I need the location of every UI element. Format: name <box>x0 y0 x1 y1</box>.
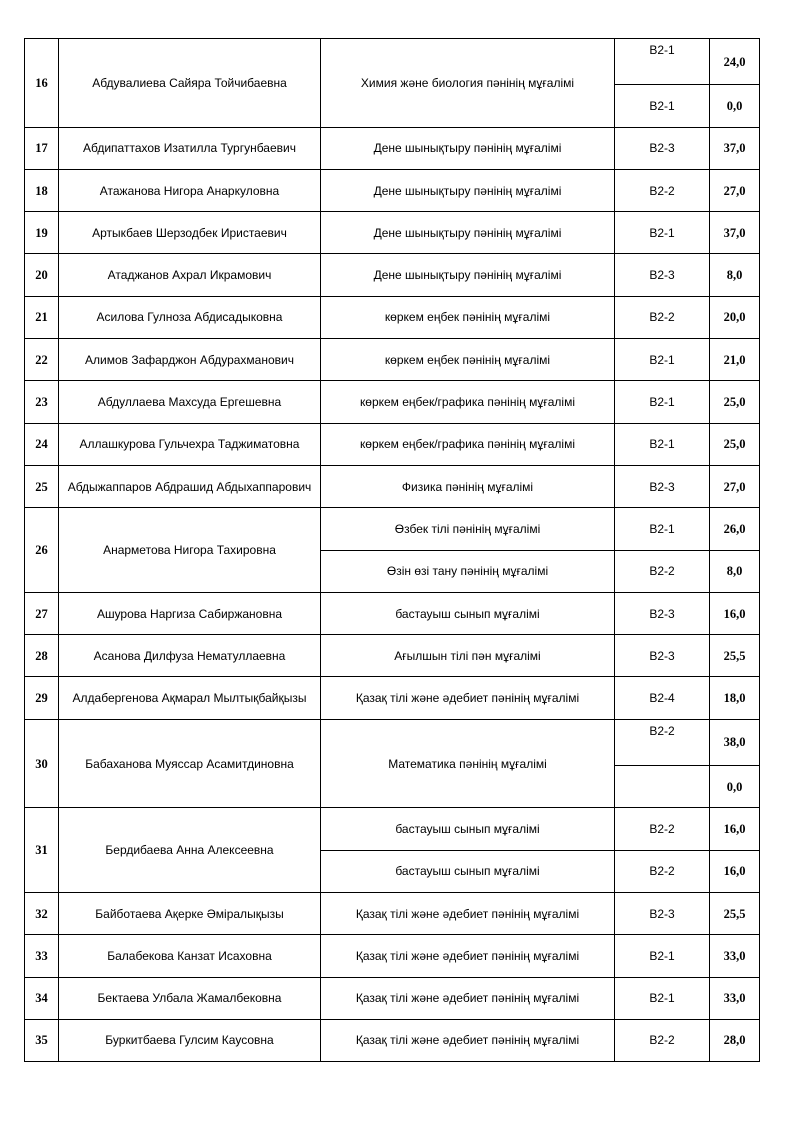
category-code: B2-2 <box>615 296 710 338</box>
subject-position: Дене шынықтыру пәнінің мұғалімі <box>321 254 615 296</box>
score-value: 21,0 <box>710 339 760 381</box>
category-code: B2-4 <box>615 677 710 719</box>
row-number: 19 <box>25 212 59 254</box>
subject-position: Дене шынықтыру пәнінің мұғалімі <box>321 169 615 211</box>
subject-position: Қазақ тілі және әдебиет пәнінің мұғалімі <box>321 892 615 934</box>
score-value: 8,0 <box>710 550 760 592</box>
score-value: 33,0 <box>710 977 760 1019</box>
teacher-name: Абдипаттахов Изатилла Тургунбаевич <box>59 127 321 169</box>
row-number: 29 <box>25 677 59 719</box>
teacher-name: Бектаева Улбала Жамалбековна <box>59 977 321 1019</box>
row-number: 31 <box>25 808 59 893</box>
row-number: 30 <box>25 719 59 808</box>
subject-position: Қазақ тілі және әдебиет пәнінің мұғалімі <box>321 977 615 1019</box>
category-code: B2-1 <box>615 339 710 381</box>
row-number: 26 <box>25 508 59 593</box>
category-code <box>615 766 710 808</box>
score-value: 25,0 <box>710 423 760 465</box>
teacher-name: Анарметова Нигора Тахировна <box>59 508 321 593</box>
category-code: B2-2 <box>615 850 710 892</box>
row-number: 20 <box>25 254 59 296</box>
subject-position: бастауыш сынып мұғалімі <box>321 808 615 850</box>
table-row <box>25 212 760 254</box>
teacher-name: Ашурова Наргиза Сабиржановна <box>59 592 321 634</box>
score-value: 25,5 <box>710 892 760 934</box>
score-value: 24,0 <box>710 39 760 85</box>
table-row <box>25 1019 760 1061</box>
score-value: 28,0 <box>710 1019 760 1061</box>
teacher-name: Балабекова Канзат Исаховна <box>59 935 321 977</box>
subject-position: Дене шынықтыру пәнінің мұғалімі <box>321 212 615 254</box>
table-row <box>25 508 760 550</box>
subject-position: Қазақ тілі және әдебиет пәнінің мұғалімі <box>321 677 615 719</box>
category-code: B2-1 <box>615 381 710 423</box>
teacher-name: Аллашкурова Гульчехра Таджиматовна <box>59 423 321 465</box>
category-code: B2-2 <box>615 719 710 765</box>
teacher-name: Алдабергенова Ақмарал Мылтықбайқызы <box>59 677 321 719</box>
subject-position: көркем еңбек/графика пәнінің мұғалімі <box>321 423 615 465</box>
teacher-name: Атаджанов Ахрал Икрамович <box>59 254 321 296</box>
row-number: 35 <box>25 1019 59 1061</box>
subject-position: Химия және биология пәнінің мұғалімі <box>321 39 615 128</box>
category-code: B2-3 <box>615 892 710 934</box>
table-row <box>25 892 760 934</box>
results-table <box>24 38 760 1062</box>
subject-position: бастауыш сынып мұғалімі <box>321 592 615 634</box>
score-value: 16,0 <box>710 592 760 634</box>
subject-position: Физика пәнінің мұғалімі <box>321 465 615 507</box>
score-value: 27,0 <box>710 169 760 211</box>
teacher-name: Абдыжаппаров Абдрашид Абдыхаппарович <box>59 465 321 507</box>
teacher-name: Абдувалиева Сайяра Тойчибаевна <box>59 39 321 128</box>
category-code: B2-1 <box>615 85 710 127</box>
table-row <box>25 808 760 850</box>
category-code: B2-3 <box>615 465 710 507</box>
category-code: B2-1 <box>615 423 710 465</box>
row-number: 21 <box>25 296 59 338</box>
category-code: B2-2 <box>615 808 710 850</box>
teacher-name: Байботаева Ақерке Әміралықызы <box>59 892 321 934</box>
category-code: B2-1 <box>615 935 710 977</box>
category-code: B2-2 <box>615 550 710 592</box>
table-row <box>25 39 760 85</box>
row-number: 28 <box>25 635 59 677</box>
score-value: 18,0 <box>710 677 760 719</box>
teacher-name: Бабаханова Муяссар Асамитдиновна <box>59 719 321 808</box>
category-code: B2-1 <box>615 212 710 254</box>
subject-position: Өзін өзі тану пәнінің мұғалімі <box>321 550 615 592</box>
table-row <box>25 635 760 677</box>
teacher-name: Абдуллаева Махсуда Ергешевна <box>59 381 321 423</box>
category-code: B2-1 <box>615 977 710 1019</box>
subject-position: Дене шынықтыру пәнінің мұғалімі <box>321 127 615 169</box>
score-value: 27,0 <box>710 465 760 507</box>
subject-position: Қазақ тілі және әдебиет пәнінің мұғалімі <box>321 1019 615 1061</box>
category-code: B2-3 <box>615 635 710 677</box>
category-code: B2-2 <box>615 169 710 211</box>
table-row <box>25 935 760 977</box>
table-row <box>25 127 760 169</box>
score-value: 37,0 <box>710 212 760 254</box>
category-code: B2-3 <box>615 127 710 169</box>
table-row <box>25 169 760 211</box>
table-row <box>25 381 760 423</box>
subject-position: Математика пәнінің мұғалімі <box>321 719 615 808</box>
subject-position: көркем еңбек пәнінің мұғалімі <box>321 296 615 338</box>
row-number: 24 <box>25 423 59 465</box>
table-row <box>25 423 760 465</box>
score-value: 38,0 <box>710 719 760 765</box>
table-row <box>25 719 760 765</box>
category-code: B2-1 <box>615 39 710 85</box>
teacher-name: Атажанова Нигора Анаркуловна <box>59 169 321 211</box>
score-value: 25,0 <box>710 381 760 423</box>
table-row <box>25 677 760 719</box>
score-value: 16,0 <box>710 850 760 892</box>
row-number: 18 <box>25 169 59 211</box>
table-row <box>25 296 760 338</box>
category-code: B2-1 <box>615 508 710 550</box>
table-row <box>25 465 760 507</box>
results-table-body <box>25 39 760 1062</box>
teacher-name: Буркитбаева Гулсим Каусовна <box>59 1019 321 1061</box>
row-number: 33 <box>25 935 59 977</box>
teacher-name: Асанова Дилфуза Нематуллаевна <box>59 635 321 677</box>
subject-position: Қазақ тілі және әдебиет пәнінің мұғалімі <box>321 935 615 977</box>
table-row <box>25 977 760 1019</box>
score-value: 33,0 <box>710 935 760 977</box>
score-value: 8,0 <box>710 254 760 296</box>
row-number: 17 <box>25 127 59 169</box>
score-value: 16,0 <box>710 808 760 850</box>
subject-position: көркем еңбек/графика пәнінің мұғалімі <box>321 381 615 423</box>
subject-position: көркем еңбек пәнінің мұғалімі <box>321 339 615 381</box>
row-number: 34 <box>25 977 59 1019</box>
score-value: 26,0 <box>710 508 760 550</box>
subject-position: бастауыш сынып мұғалімі <box>321 850 615 892</box>
score-value: 20,0 <box>710 296 760 338</box>
category-code: B2-2 <box>615 1019 710 1061</box>
table-row <box>25 592 760 634</box>
score-value: 0,0 <box>710 85 760 127</box>
teacher-name: Асилова Гулноза Абдисадыковна <box>59 296 321 338</box>
row-number: 27 <box>25 592 59 634</box>
row-number: 25 <box>25 465 59 507</box>
score-value: 37,0 <box>710 127 760 169</box>
subject-position: Ағылшын тілі пән мұғалімі <box>321 635 615 677</box>
subject-position: Өзбек тілі пәнінің мұғалімі <box>321 508 615 550</box>
row-number: 32 <box>25 892 59 934</box>
teacher-name: Бердибаева Анна Алексеевна <box>59 808 321 893</box>
score-value: 0,0 <box>710 766 760 808</box>
row-number: 23 <box>25 381 59 423</box>
category-code: B2-3 <box>615 592 710 634</box>
row-number: 22 <box>25 339 59 381</box>
teacher-name: Артыкбаев Шерзодбек Иристаевич <box>59 212 321 254</box>
score-value: 25,5 <box>710 635 760 677</box>
teacher-name: Алимов Зафарджон Абдурахманович <box>59 339 321 381</box>
row-number: 16 <box>25 39 59 128</box>
table-row <box>25 254 760 296</box>
table-row <box>25 339 760 381</box>
category-code: B2-3 <box>615 254 710 296</box>
